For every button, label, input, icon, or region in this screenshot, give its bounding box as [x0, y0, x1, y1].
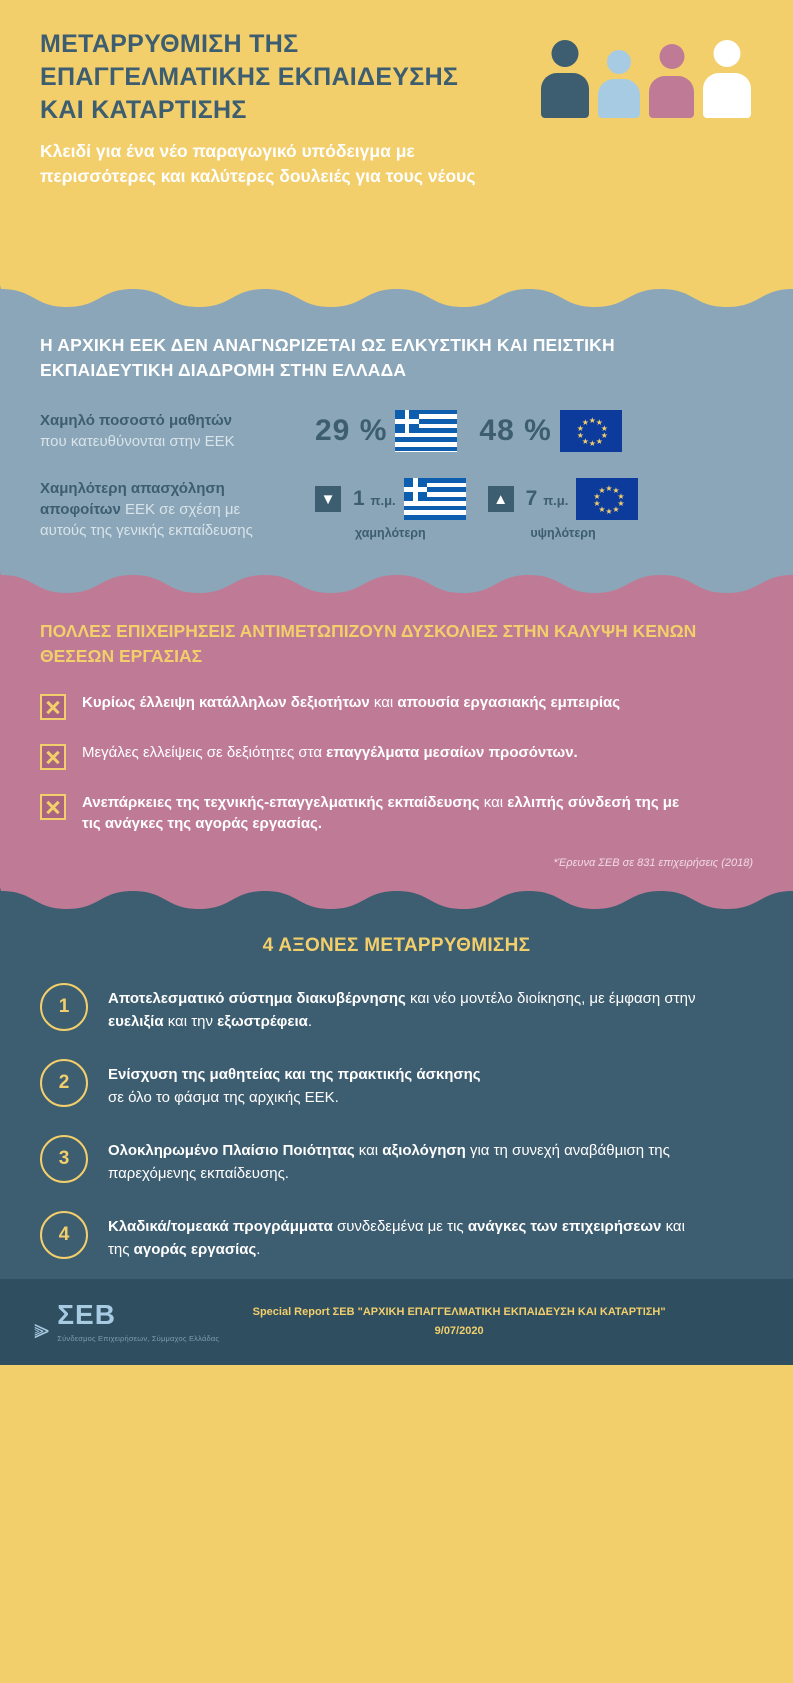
greece-pp-employment: 1 π.μ. — [353, 487, 396, 511]
x-mark-icon — [40, 794, 66, 820]
gap-item-3-b1: Ανεπάρκειες της τεχνικής-επαγγελματικής εκπαίδευσης — [82, 793, 480, 811]
footer-note-line2: 9/07/2020 — [434, 1325, 484, 1337]
eu-stars: ★ ★ ★ ★ ★ ★ ★ ★ ★ ★ — [576, 415, 608, 448]
gap-item-1-text — [82, 692, 620, 714]
axis-2-b1: Ενίσχυση της μαθητείας και της πρακτικής άσκησης — [108, 1066, 481, 1083]
eu-flag-icon-2 — [576, 478, 638, 520]
person-icon-white — [703, 40, 751, 118]
axis-4-b2: ανάγκες των επιχειρήσεων — [467, 1218, 662, 1235]
axis-4-t2: και της — [108, 1218, 685, 1258]
axis-1-b3: εξωστρέφεια — [217, 1012, 308, 1030]
axis-3-t2: για τη συνεχή αναβάθμιση της παρεχόμενης εκπαίδευσης. — [108, 1142, 670, 1182]
list-item — [40, 1135, 753, 1185]
axis-4-t1: συνδεδεμένα με τις — [332, 1218, 468, 1235]
gap-item-3-b2: ελλιπής σύνδεσή της με τις ανάγκες της αγοράς εργασίας. — [82, 793, 680, 833]
axis-1-b1: Αποτελεσματικό σύστημα διακυβέρνησης — [108, 990, 406, 1007]
vet-stat-label-employment-l3: αυτούς της γενικής εκπαίδευσης — [40, 521, 253, 539]
list-item — [40, 792, 753, 836]
vet-section — [0, 307, 793, 571]
people-illustration — [541, 40, 751, 118]
gap-item-2-t1: Μεγάλες ελλείψεις σε δεξιότητες στα — [82, 743, 327, 761]
axis-1-t1: και νέο μοντέλο διοίκησης, με έμφαση στην — [405, 990, 696, 1007]
axis-1-t2: και την — [163, 1012, 218, 1030]
gaps-heading: ΠΟΛΛΕΣ ΕΠΙΧΕΙΡΗΣΕΙΣ ΑΝΤΙΜΕΤΩΠΙΖΟΥΝ ΔΥΣΚΟΛΙΕΣ ΣΤΗΝ ΚΑΛΥΨΗ ΚΕΝΩΝ ΘΕΣΕΩΝ ΕΡΓΑΣΙΑΣ — [40, 620, 697, 667]
gap-item-2-b2: επαγγέλματα μεσαίων προσόντων. — [326, 743, 578, 761]
axis-4-b3: αγοράς εργασίας — [133, 1240, 257, 1258]
eu-figure-enrolment — [479, 410, 621, 452]
eu-figure-employment — [488, 478, 639, 540]
axis-text-1 — [108, 983, 708, 1033]
seb-logo-text: ΣΕΒ — [57, 1299, 116, 1330]
axis-2-t1: σε όλο το φάσμα της αρχικής ΕΕΚ. — [108, 1088, 339, 1106]
axis-4-b1: Κλαδικά/τομεακά προγράμματα — [108, 1218, 333, 1235]
gap-item-1-b2: απουσία εργασιακής εμπειρίας — [397, 693, 621, 711]
axis-text-3 — [108, 1135, 708, 1185]
gap-item-3-text — [82, 792, 682, 836]
vet-stat-row-employment — [40, 478, 753, 541]
gap-item-2-text — [82, 742, 578, 764]
arrow-down-icon: ▼ — [315, 486, 341, 512]
vet-stat-figures-employment — [315, 478, 638, 540]
axis-4-t3: . — [256, 1240, 261, 1258]
greece-figure-enrolment — [315, 410, 457, 452]
eu-pp-employment: 7 π.μ. — [525, 487, 569, 511]
list-item — [40, 1059, 753, 1109]
seb-logo-mark-icon: ⫸ — [34, 1314, 50, 1344]
x-mark-icon — [40, 694, 66, 720]
axis-3-b1: Ολοκληρωμένο Πλαίσιο Ποιότητας — [108, 1142, 355, 1159]
eu-flag-icon — [560, 410, 622, 452]
list-item — [40, 692, 753, 720]
arrow-up-icon: ▲ — [488, 486, 514, 512]
greece-flag-icon — [395, 410, 457, 452]
person-icon-light-blue — [598, 50, 640, 118]
vet-stat-label-enrolment-bold: Χαμηλό ποσοστό μαθητών — [40, 411, 232, 429]
list-item — [40, 1211, 753, 1261]
axes-heading: 4 ΑΞΟΝΕΣ ΜΕΤΑΡΡΥΘΜΙΣΗΣ — [262, 935, 531, 956]
greece-flag-icon-2 — [404, 478, 466, 520]
axis-1-t3: . — [307, 1012, 313, 1030]
eu-stars-2: ★ ★ ★ ★ ★ ★ ★ ★ ★ ★ — [593, 484, 625, 517]
axis-number-1: 1 — [40, 983, 88, 1031]
footer-note — [219, 1303, 759, 1340]
eu-percent-enrolment: 48 % — [479, 413, 552, 447]
greece-figure-employment — [315, 478, 466, 540]
skills-gaps-section — [0, 593, 793, 887]
page-title: ΜΕΤΑΡΡΥΘΜΙΣΗ ΤΗΣ ΕΠΑΓΓΕΛΜΑΤΙΚΗΣ ΕΚΠΑΙΔΕΥΣΗΣ ΚΑΙ ΚΑΤΑΡΤΙΣΗΣ — [40, 30, 459, 124]
axis-text-4 — [108, 1211, 708, 1261]
scallop-divider-pink-darkblue — [0, 887, 793, 909]
vet-stat-row-enrolment — [40, 410, 753, 452]
axis-1-b2: ευελιξία — [108, 1012, 164, 1030]
axis-number-4: 4 — [40, 1211, 88, 1259]
axis-3-t1: και — [354, 1142, 383, 1159]
footer — [0, 1279, 793, 1365]
list-item — [40, 742, 753, 770]
vet-stat-figures-enrolment — [315, 410, 622, 452]
eu-caption-employment: υψηλότερη — [530, 526, 596, 541]
axis-number-2: 2 — [40, 1059, 88, 1107]
vet-heading: Η ΑΡΧΙΚΗ ΕΕΚ ΔΕΝ ΑΝΑΓΝΩΡΙΖΕΤΑΙ ΩΣ ΕΛΚΥΣΤΙΚΗ ΚΑΙ ΠΕΙΣΤΙΚΗ ΕΚΠΑΙΔΕΥΤΙΚΗ ΔΙΑΔΡΟΜΗ ΣΤΗΝ ΕΛΛΑΔΑ — [40, 335, 615, 381]
axis-3-b2: αξιολόγηση — [382, 1142, 466, 1159]
person-icon-dark — [541, 40, 589, 118]
gap-item-1-t1: και — [369, 693, 398, 711]
header-section — [0, 0, 793, 285]
person-icon-pink — [649, 44, 694, 118]
greece-percent-enrolment: 29 % — [315, 413, 388, 447]
reform-axes-section — [0, 909, 793, 1279]
scallop-divider-yellow-blue — [0, 285, 793, 307]
vet-stat-label-enrolment-rest: που κατευθύνονται στην ΕΕΚ — [40, 432, 235, 450]
scallop-divider-blue-pink — [0, 571, 793, 593]
vet-stat-label-enrolment — [40, 410, 315, 452]
list-item — [40, 983, 753, 1033]
seb-logo-tagline: Σύνδεσμος Επιχειρήσεων, Σύμμαχος Ελλάδας — [57, 1334, 220, 1343]
eu-pp-unit: π.μ. — [543, 493, 569, 509]
greece-caption-employment: χαμηλότερη — [354, 526, 426, 541]
greece-pp-unit: π.μ. — [370, 493, 396, 509]
footer-note-line1: Special Report ΣΕΒ "ΑΡΧΙΚΗ ΕΠΑΓΓΕΛΜΑΤΙΚΗ ΕΚΠΑΙΔΕΥΣΗ ΚΑΙ ΚΑΤΑΡΤΙΣΗ" — [252, 1306, 666, 1319]
axis-number-3: 3 — [40, 1135, 88, 1183]
x-mark-icon — [40, 744, 66, 770]
vet-stat-label-employment — [40, 478, 315, 541]
seb-logo[interactable] — [34, 1301, 219, 1343]
gaps-source-note: *Έρευνα ΣΕΒ σε 831 επιχειρήσεις (2018) — [553, 857, 753, 869]
gap-item-1-b1: Κυρίως έλλειψη κατάλληλων δεξιοτήτων — [82, 693, 370, 711]
page-subtitle: Κλειδί για ένα νέο παραγωγικό υπόδειγμα με περισσότερες και καλύτερες δουλειές για τους νέους — [40, 141, 476, 187]
gap-item-3-t1: και — [479, 793, 508, 811]
vet-stat-label-employment-l1: Χαμηλότερη απασχόληση — [40, 479, 225, 497]
vet-stat-label-employment-l2-bold: αποφοίτων — [40, 500, 121, 518]
vet-stat-label-employment-l2-rest: ΕΕΚ σε σχέση με — [120, 500, 241, 518]
axis-text-2 — [108, 1059, 481, 1109]
